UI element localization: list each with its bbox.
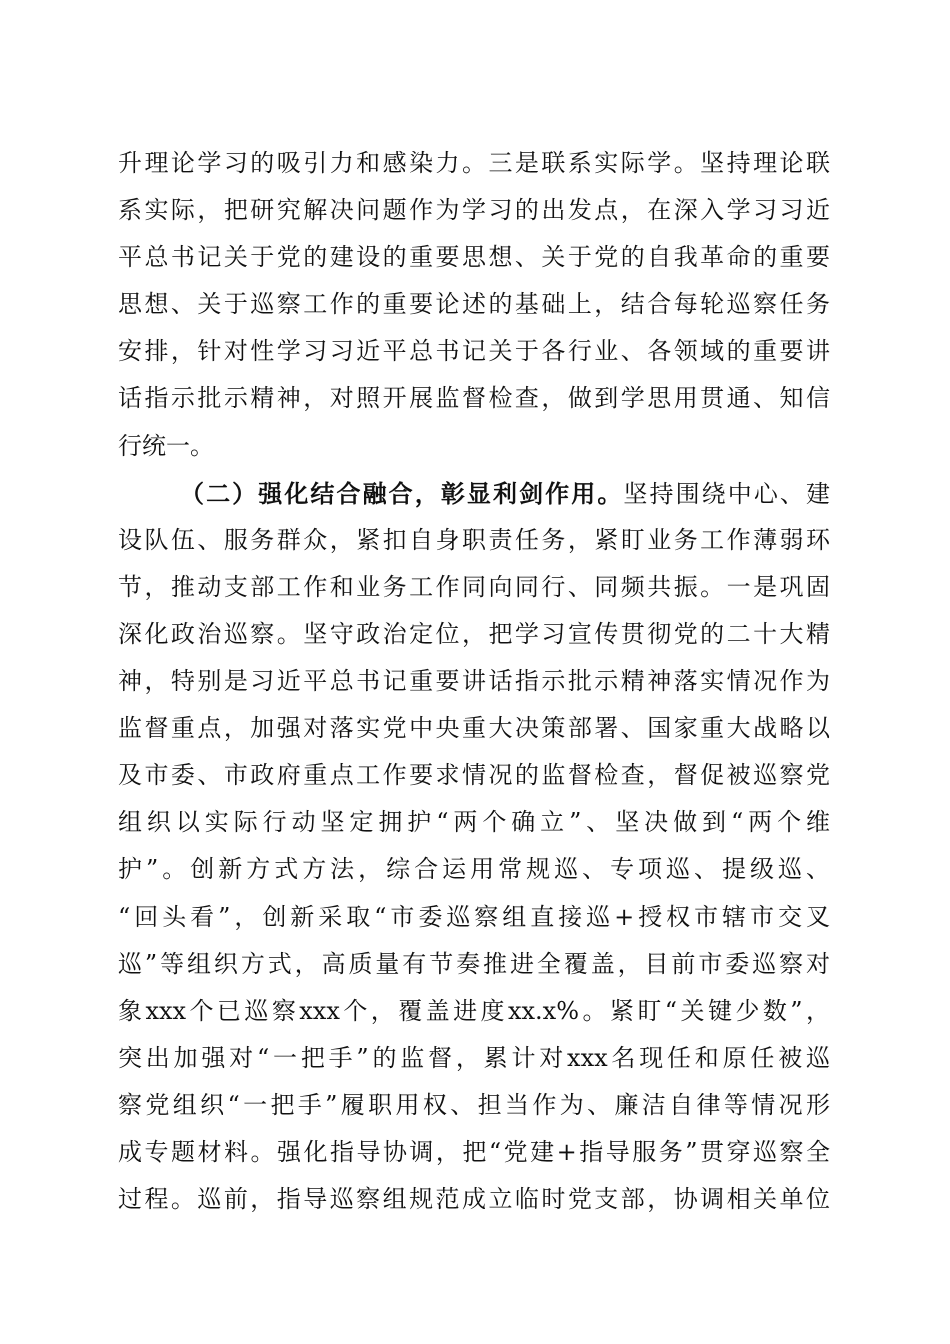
text-line: 话指示批示精神，对照开展监督检查，做到学思用贯通、知信	[118, 384, 830, 413]
text-line: 组织以实际行动坚定拥护“两个确立”、坚决做到“两个维	[118, 808, 830, 837]
text-line: 过程。巡前，指导巡察组规范成立临时党支部，协调相关单位	[118, 1185, 830, 1214]
section-heading-line	[118, 470, 830, 517]
text-line: 设队伍、服务群众，紧扣自身职责任务，紧盯业务工作薄弱环	[118, 525, 830, 554]
text-line: 突出加强对“一把手”的监督，累计对xxx名现任和原任被巡	[118, 1043, 830, 1072]
text-line: “回头看”，创新采取“市委巡察组直接巡+授权市辖市交叉	[118, 902, 830, 931]
text-line: 系实际，把研究解决问题作为学习的出发点，在深入学习习近	[118, 196, 830, 225]
text-line: 察党组织“一把手”履职用权、担当作为、廉洁自律等情况形	[118, 1090, 830, 1119]
text-line: 及市委、市政府重点工作要求情况的监督检查，督促被巡察党	[118, 761, 830, 790]
text-line: 安排，针对性学习习近平总书记关于各行业、各领域的重要讲	[118, 337, 830, 366]
section-heading-continuation: 坚持围绕中心、建	[623, 479, 831, 508]
text-line: 行统一。	[118, 431, 214, 460]
text-line: 巡”等组织方式，高质量有节奏推进全覆盖，目前市委巡察对	[118, 949, 830, 978]
text-line: 思想、关于巡察工作的重要论述的基础上，结合每轮巡察任务	[118, 290, 830, 319]
text-line: 神，特别是习近平总书记重要讲话指示批示精神落实情况作为	[118, 667, 830, 696]
text-line: 深化政治巡察。坚守政治定位，把学习宣传贯彻党的二十大精	[118, 619, 830, 648]
text-line: 升理论学习的吸引力和感染力。三是联系实际学。坚持理论联	[118, 149, 830, 177]
text-line: 护”。创新方式方法，综合运用常规巡、专项巡、提级巡、	[118, 855, 830, 884]
section-heading: （二）强化结合融合，彰显利剑作用。	[180, 478, 624, 508]
text-line: 象xxx个已巡察xxx个，覆盖进度xx.x%。紧盯“关键少数”，	[118, 996, 830, 1025]
text-line: 节，推动支部工作和业务工作同向同行、同频共振。一是巩固	[118, 572, 830, 601]
body-text	[118, 140, 830, 1223]
text-line: 平总书记关于党的建设的重要思想、关于党的自我革命的重要	[118, 243, 830, 272]
text-line: 成专题材料。强化指导协调，把“党建+指导服务”贯穿巡察全	[118, 1137, 830, 1166]
text-line: 监督重点，加强对落实党中央重大决策部署、国家重大战略以	[118, 714, 830, 743]
